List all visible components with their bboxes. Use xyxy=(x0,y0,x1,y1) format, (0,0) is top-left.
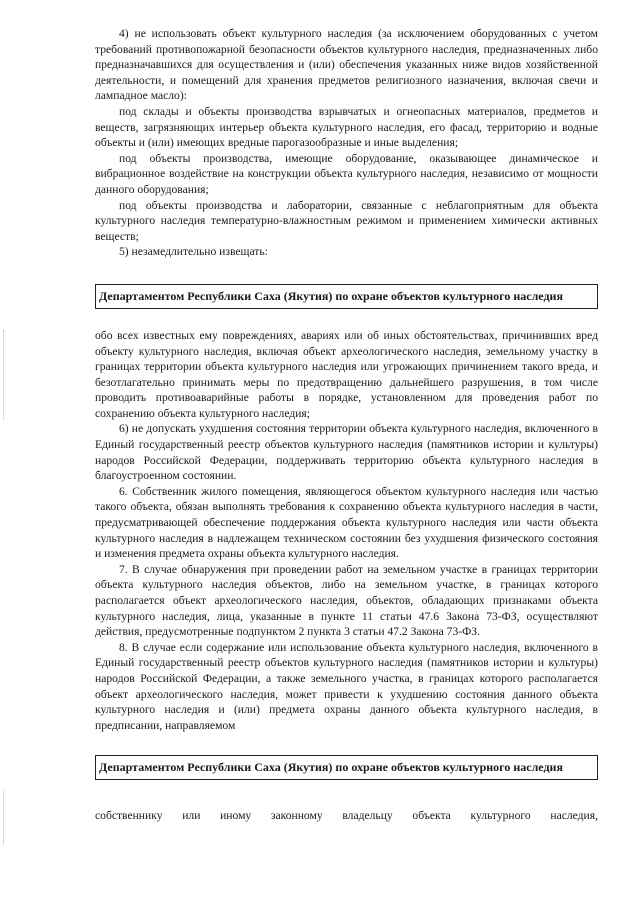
paragraph-clause-8-deterioration: 8. В случае если содержание или использование объекта культурного наследия, включенного в Единый государственный реестр объектов культурного наследия (памятников истории и культуры) народов Российской Федерации, а также земельного участка, в границах которого располагается объект археологического наследия, может привести к ухудшению состояния данного объекта культурного наследия и (или) предмета охраны данного объекта культурного наследия, в предписании, направляемом xyxy=(95,640,598,732)
paragraph-item-4: 4) не использовать объект культурного наследия (за исключением оборудованных с учетом требований противопожарной безопасности объектов культурного наследия, предназначенных либо предназначавшихся для осуществления и (или) обеспечения указанных ниже видов хозяйственной деятельности, и помещений для хранения предметов религиозного назначения, включая свечи и лампадное масло): xyxy=(95,27,598,103)
paragraph-item-5: 5) незамедлительно извещать: xyxy=(119,245,268,259)
paragraph-laboratories: под объекты производства и лаборатории, связанные с неблагоприятным для объекта культурного наследия температурно-влажностным режимом и применением химически активных веществ; xyxy=(95,198,598,243)
margin-scan-marks-1 xyxy=(3,330,6,420)
paragraph-production-equipment: под объекты производства, имеющие оборудование, оказывающее динамическое и вибрационное воздействие на конструкции объекта культурного наследия, независимо от мощности данного оборудования; xyxy=(95,151,598,196)
paragraph-item-6-territory: 6) не допускать ухудшения состояния территории объекта культурного наследия, включенного в Единый государственный реестр объектов культурного наследия (памятников истории и культуры) народов Российской Федерации, поддерживать территорию объекта культурного наследия в благоустроенном состоянии. xyxy=(95,422,598,483)
boxed-authority-2: Департаментом Республики Саха (Якутия) по охране объектов культурного наследия xyxy=(95,755,598,780)
margin-scan-marks-2 xyxy=(3,790,6,845)
paragraph-damage-notification: обо всех известных ему повреждениях, авариях или об иных обстоятельствах, причинивших вред объекту культурного наследия, включая объект археологического наследия, земельному участку в границах территории объекта культурного наследия или угрожающих причинением такого вреда, и безотлагательно принимать меры по предотвращению дальнейшего разрушения, в том числе проводить противоаварийные работы в порядке, установленном для проведения работ по сохранению объекта культурного наследия; xyxy=(95,328,598,420)
paragraph-owner-continuation: собственнику или иному законному владельцу объекта культурного наследия, xyxy=(95,809,598,823)
paragraph-clause-7-discovery: 7. В случае обнаружения при проведении работ на земельном участке в границах территории объекта культурного наследия объектов, либо на земельном участке, в границах которого располагается объект археологического наследия, объектов, обладающих признаками объекта культурного наследия, лица, указанные в пункте 11 статьи 47.6 Закона 73-ФЗ, осуществляют действия, предусмотренные подпунктом 2 пункта 3 статьи 47.2 Закона 73-ФЗ. xyxy=(95,562,598,639)
paragraph-clause-6-owner: 6. Собственник жилого помещения, являющегося объектом культурного наследия или частью такого объекта, обязан выполнять требования к сохранению объекта культурного наследия в части, предусматривающей обеспечение поддержания объекта культурного наследия или части объекта культурного наследия в надлежащем техническом состоянии без ухудшения физического состояния и изменения предмета охраны объекта культурного наследия. xyxy=(95,484,598,561)
paragraph-storage-facilities: под склады и объекты производства взрывчатых и огнеопасных материалов, предметов и веществ, загрязняющих интерьер объекта культурного наследия, его фасад, территорию и водные объекты и (или) имеющих вредные парогазообразные и иные выделения; xyxy=(95,104,598,150)
boxed-authority-1: Департаментом Республики Саха (Якутия) по охране объектов культурного наследия xyxy=(95,284,598,309)
